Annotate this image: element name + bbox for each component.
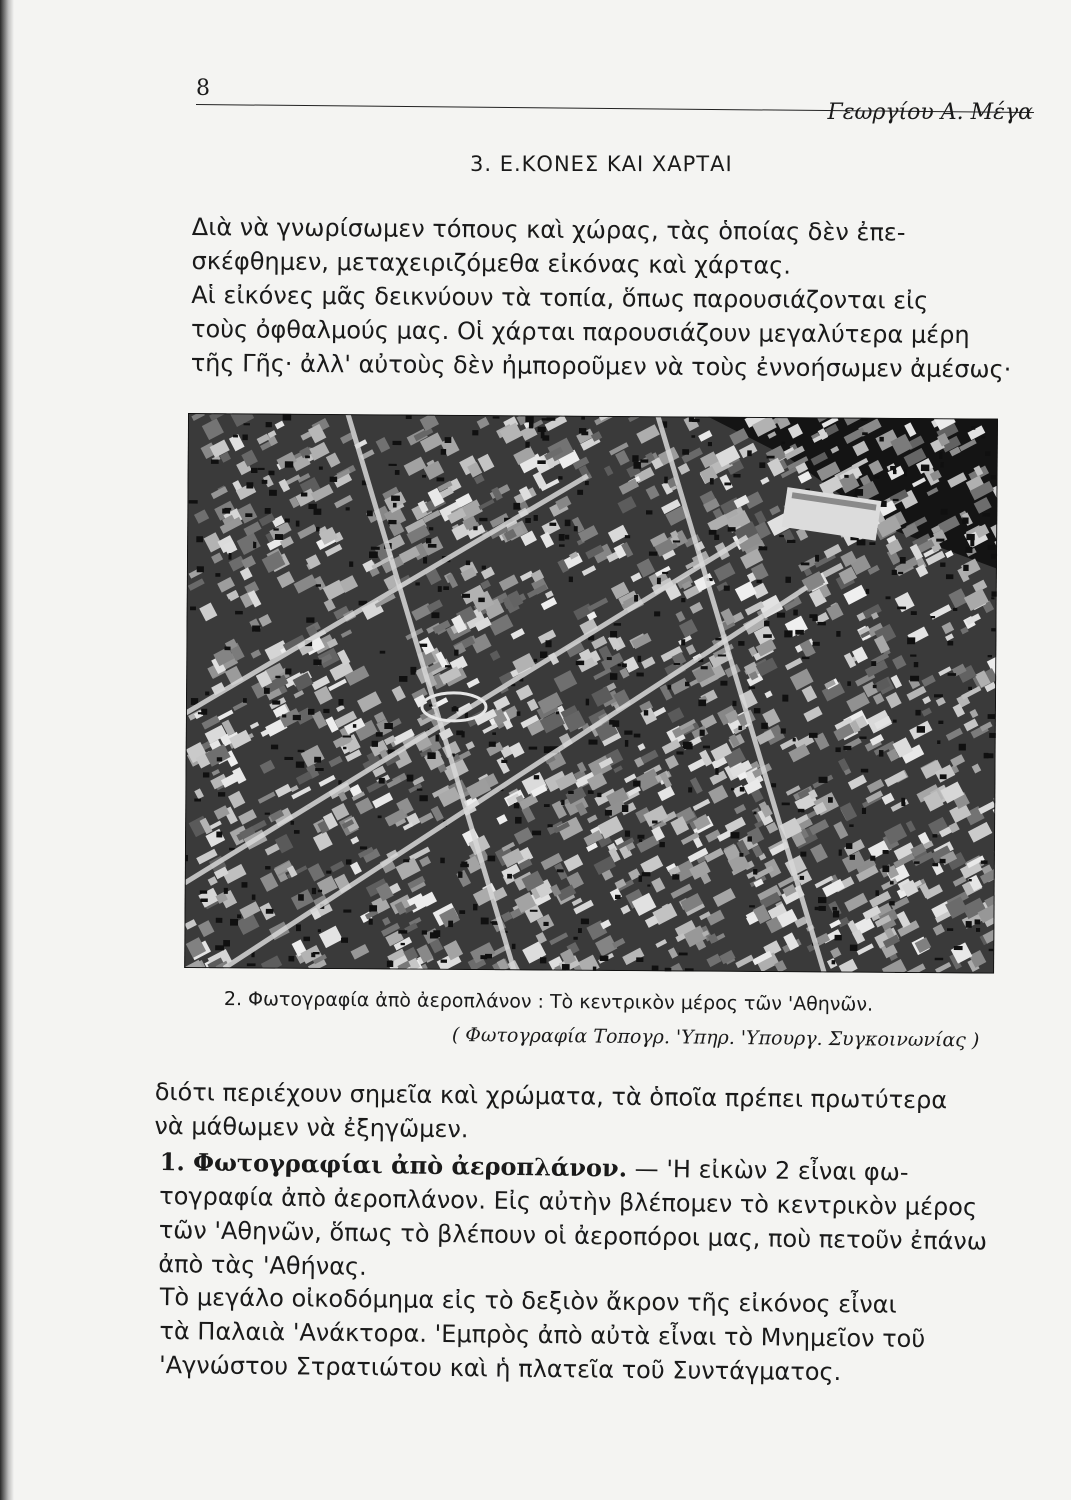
running-head: Γεωργίου Α. Μέγα — [827, 100, 1033, 125]
closing-paragraph: Τὸ μεγάλο οἰκοδόμημα εἰς τὸ δεξιὸν ἄκρον τῆς εἰκόνος εἶναι τὰ Παλαιὰ 'Ανάκτορα. 'Εμπρὸς ἀπὸ αὐτὰ εἶναι τὸ Μνημεῖον τοῦ 'Αγνώστου Στρατιώτου καὶ ἡ πλατεῖα τοῦ Συντάγματος. — [158, 1282, 926, 1387]
subsection-paragraph — [158, 1145, 1020, 1293]
figure-credit: ( Φωτογραφία Τοπογρ. 'Υπηρ. 'Υπουργ. Συγκοινωνίας ) — [451, 1024, 980, 1052]
intro-paragraph: Διὰ νὰ γνωρίσωμεν τόπους καὶ χώρας, τὰς ὁποίας δὲν ἐπε- σκέφθημεν, μεταχειριζόμεθα εἰκόνας καὶ χάρτας. Αἱ εἰκόνες μᾶς δεικνύουν τὰ τοπία, ὅπως παρουσιάζονται εἰς τοὺς ὀφθαλμούς μας. Οἱ χάρται παρουσιάζουν μεγαλύτερα μέρη τῆς Γῆς· ἀλλ' αὐτοὺς δὲν ἠμποροῦμεν νὰ τοὺς ἐννοήσωμεν ἀμέσως· — [190, 212, 1012, 384]
aerial-photograph — [184, 413, 998, 974]
section-title: 3. Ε.ΚΟΝΕΣ ΚΑΙ ΧΑΡΤΑΙ — [470, 152, 733, 176]
continuation-paragraph: διότι περιέχουν σημεῖα καὶ χρώματα, τὰ ὁποῖα πρέπει πρωτύτερα νὰ μάθωμεν νὰ ἐξηγῶμεν. — [154, 1077, 948, 1144]
subsection-text: — 'Η εἰκὼν 2 εἶναι φω- τογραφία ἀπὸ ἀεροπλάνον. Εἰς αὐτὴν βλέπομεν τὸ κεντρικὸν μέρος τῶν 'Αθηνῶν, ὅπως τὸ βλέπουν οἱ ἀεροπόροι μας, ποὺ πετοῦν ἐπάνω ἀπὸ τὰς 'Αθήνας. — [158, 1154, 988, 1281]
subsection-title: 1. Φωτογραφίαι ἀπὸ ἀεροπλάνον. — [159, 1146, 628, 1183]
aerial-photo-image — [184, 413, 998, 974]
figure-caption: 2. Φωτογραφία ἀπὸ ἀεροπλάνον : Τὸ κεντρικὸν μέρος τῶν 'Αθηνῶν. — [223, 988, 874, 1016]
page-edge-shadow — [0, 0, 14, 1500]
page-number: 8 — [196, 76, 210, 101]
